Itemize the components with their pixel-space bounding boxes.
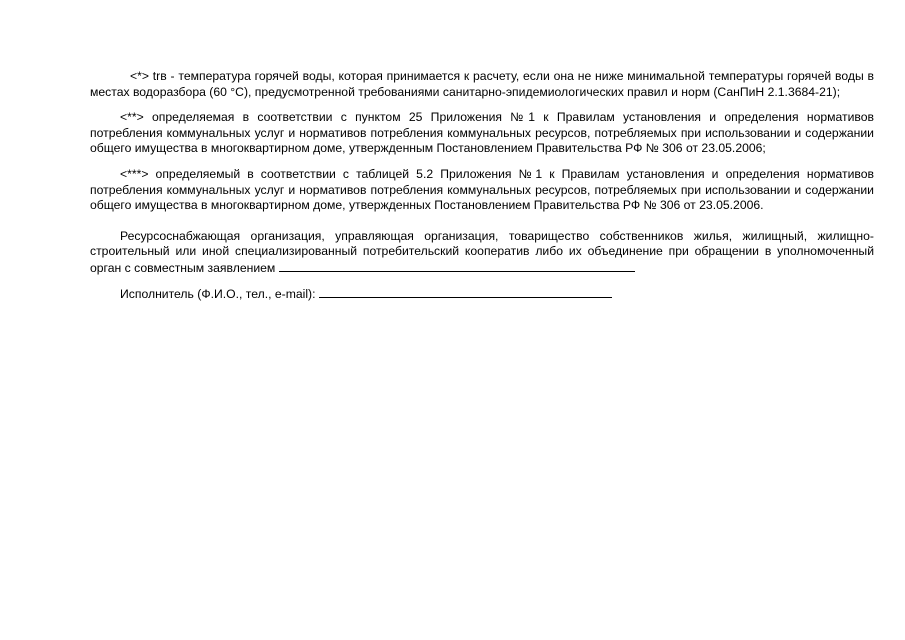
executor-label: Исполнитель (Ф.И.О., тел., e-mail): <box>120 286 316 301</box>
organization-text: Ресурсоснабжающая организация, управляющая организация, товарищество собственников жилья, жилищный, жилищно-строительный или иной специализированный потребительский кооператив либо их объединение при обращении в уполномоченный орган с совместным заявлением <box>90 228 874 275</box>
organization-fill-line[interactable] <box>279 260 635 272</box>
footnote-3: <***> определяемый в соответствии с таблицей 5.2 Приложения №1 к Правилам установления и определения нормативов потребления коммунальных услуг и нормативов потребления коммунальных ресурсов, потребляемых при использовании и содержании общего имущества в многоквартирном доме, утвержденных Постановлением Правительства РФ № 306 от 23.05.2006. <box>90 166 874 213</box>
footnote-1: <*> trв - температура горячей воды, которая принимается к расчету, если она не ниже минимальной температуры горячей воды в местах водоразбора (60 °С), предусмотренной требованиями санитарно-эпидемиологических правил и норм (СанПиН 2.1.3684-21); <box>90 69 874 99</box>
document-page <box>90 69 874 302</box>
footnote-2: <**> определяемая в соответствии с пунктом 25 Приложения №1 к Правилам установления и определения нормативов потребления коммунальных услуг и нормативов потребления коммунальных ресурсов, потребляемых при использовании и содержании общего имущества в многоквартирном доме, утвержденным Постановлением Правительства РФ № 306 от 23.05.2006; <box>90 110 874 156</box>
executor-paragraph <box>90 286 874 303</box>
executor-fill-line[interactable] <box>319 286 612 298</box>
organization-paragraph <box>90 229 874 277</box>
